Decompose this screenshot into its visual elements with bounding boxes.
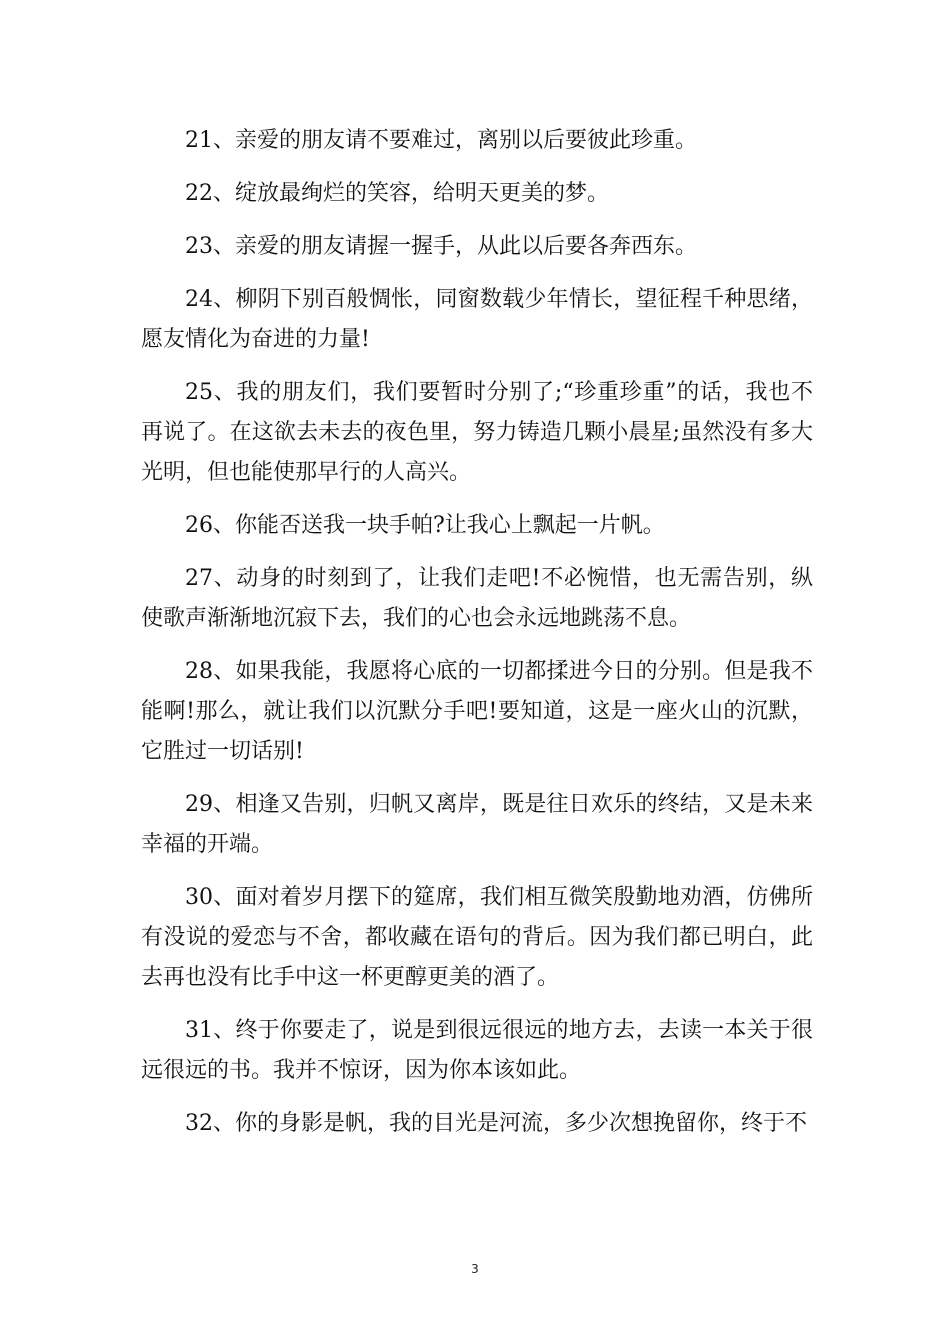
paragraph-30: 30、面对着岁月摆下的筵席，我们相互微笑殷勤地劝酒，仿佛所有没说的爱恋与不舍，都收藏在语句的背后。因为我们都已明白，此去再也没有比手中这一杯更醇更美的酒了。: [141, 885, 813, 990]
paragraph-24: 24、柳阴下别百般惆怅，同窗数载少年情长，望征程千种思绪，愿友情化为奋进的力量!: [141, 287, 813, 352]
page-number: 3: [471, 1262, 479, 1276]
paragraph-26: 26、你能否送我一块手帕?让我心上飘起一片帆。: [185, 513, 665, 538]
paragraph-23: 23、亲爱的朋友请握一握手，从此以后要各奔西东。: [185, 234, 697, 259]
paragraph-31: 31、终于你要走了，说是到很远很远的地方去，去读一本关于很远很远的书。我并不惊讶，因为你本该如此。: [141, 1018, 813, 1083]
paragraph-22: 22、绽放最绚烂的笑容，给明天更美的梦。: [185, 181, 609, 206]
document-body: [141, 121, 813, 1157]
paragraph-27: 27、动身的时刻到了，让我们走吧!不必惋惜，也无需告别，纵使歌声渐渐地沉寂下去，我们的心也会永远地跳荡不息。: [141, 566, 813, 631]
paragraph-29: 29、相逢又告别，归帆又离岸，既是往日欢乐的终结，又是未来幸福的开端。: [141, 792, 813, 857]
paragraph-21: 21、亲爱的朋友请不要难过，离别以后要彼此珍重。: [185, 128, 697, 153]
paragraph-32: 32、你的身影是帆，我的目光是河流，多少次想挽留你，终于不: [185, 1111, 807, 1136]
paragraph-25: 25、我的朋友们，我们要暂时分别了;“珍重珍重”的话，我也不再说了。在这欲去未去的夜色里，努力铸造几颗小晨星;虽然没有多大光明，但也能使那早行的人高兴。: [141, 380, 813, 485]
paragraph-28: 28、如果我能，我愿将心底的一切都揉进今日的分别。但是我不能啊!那么，就让我们以沉默分手吧!要知道，这是一座火山的沉默，它胜过一切话别!: [141, 659, 813, 764]
